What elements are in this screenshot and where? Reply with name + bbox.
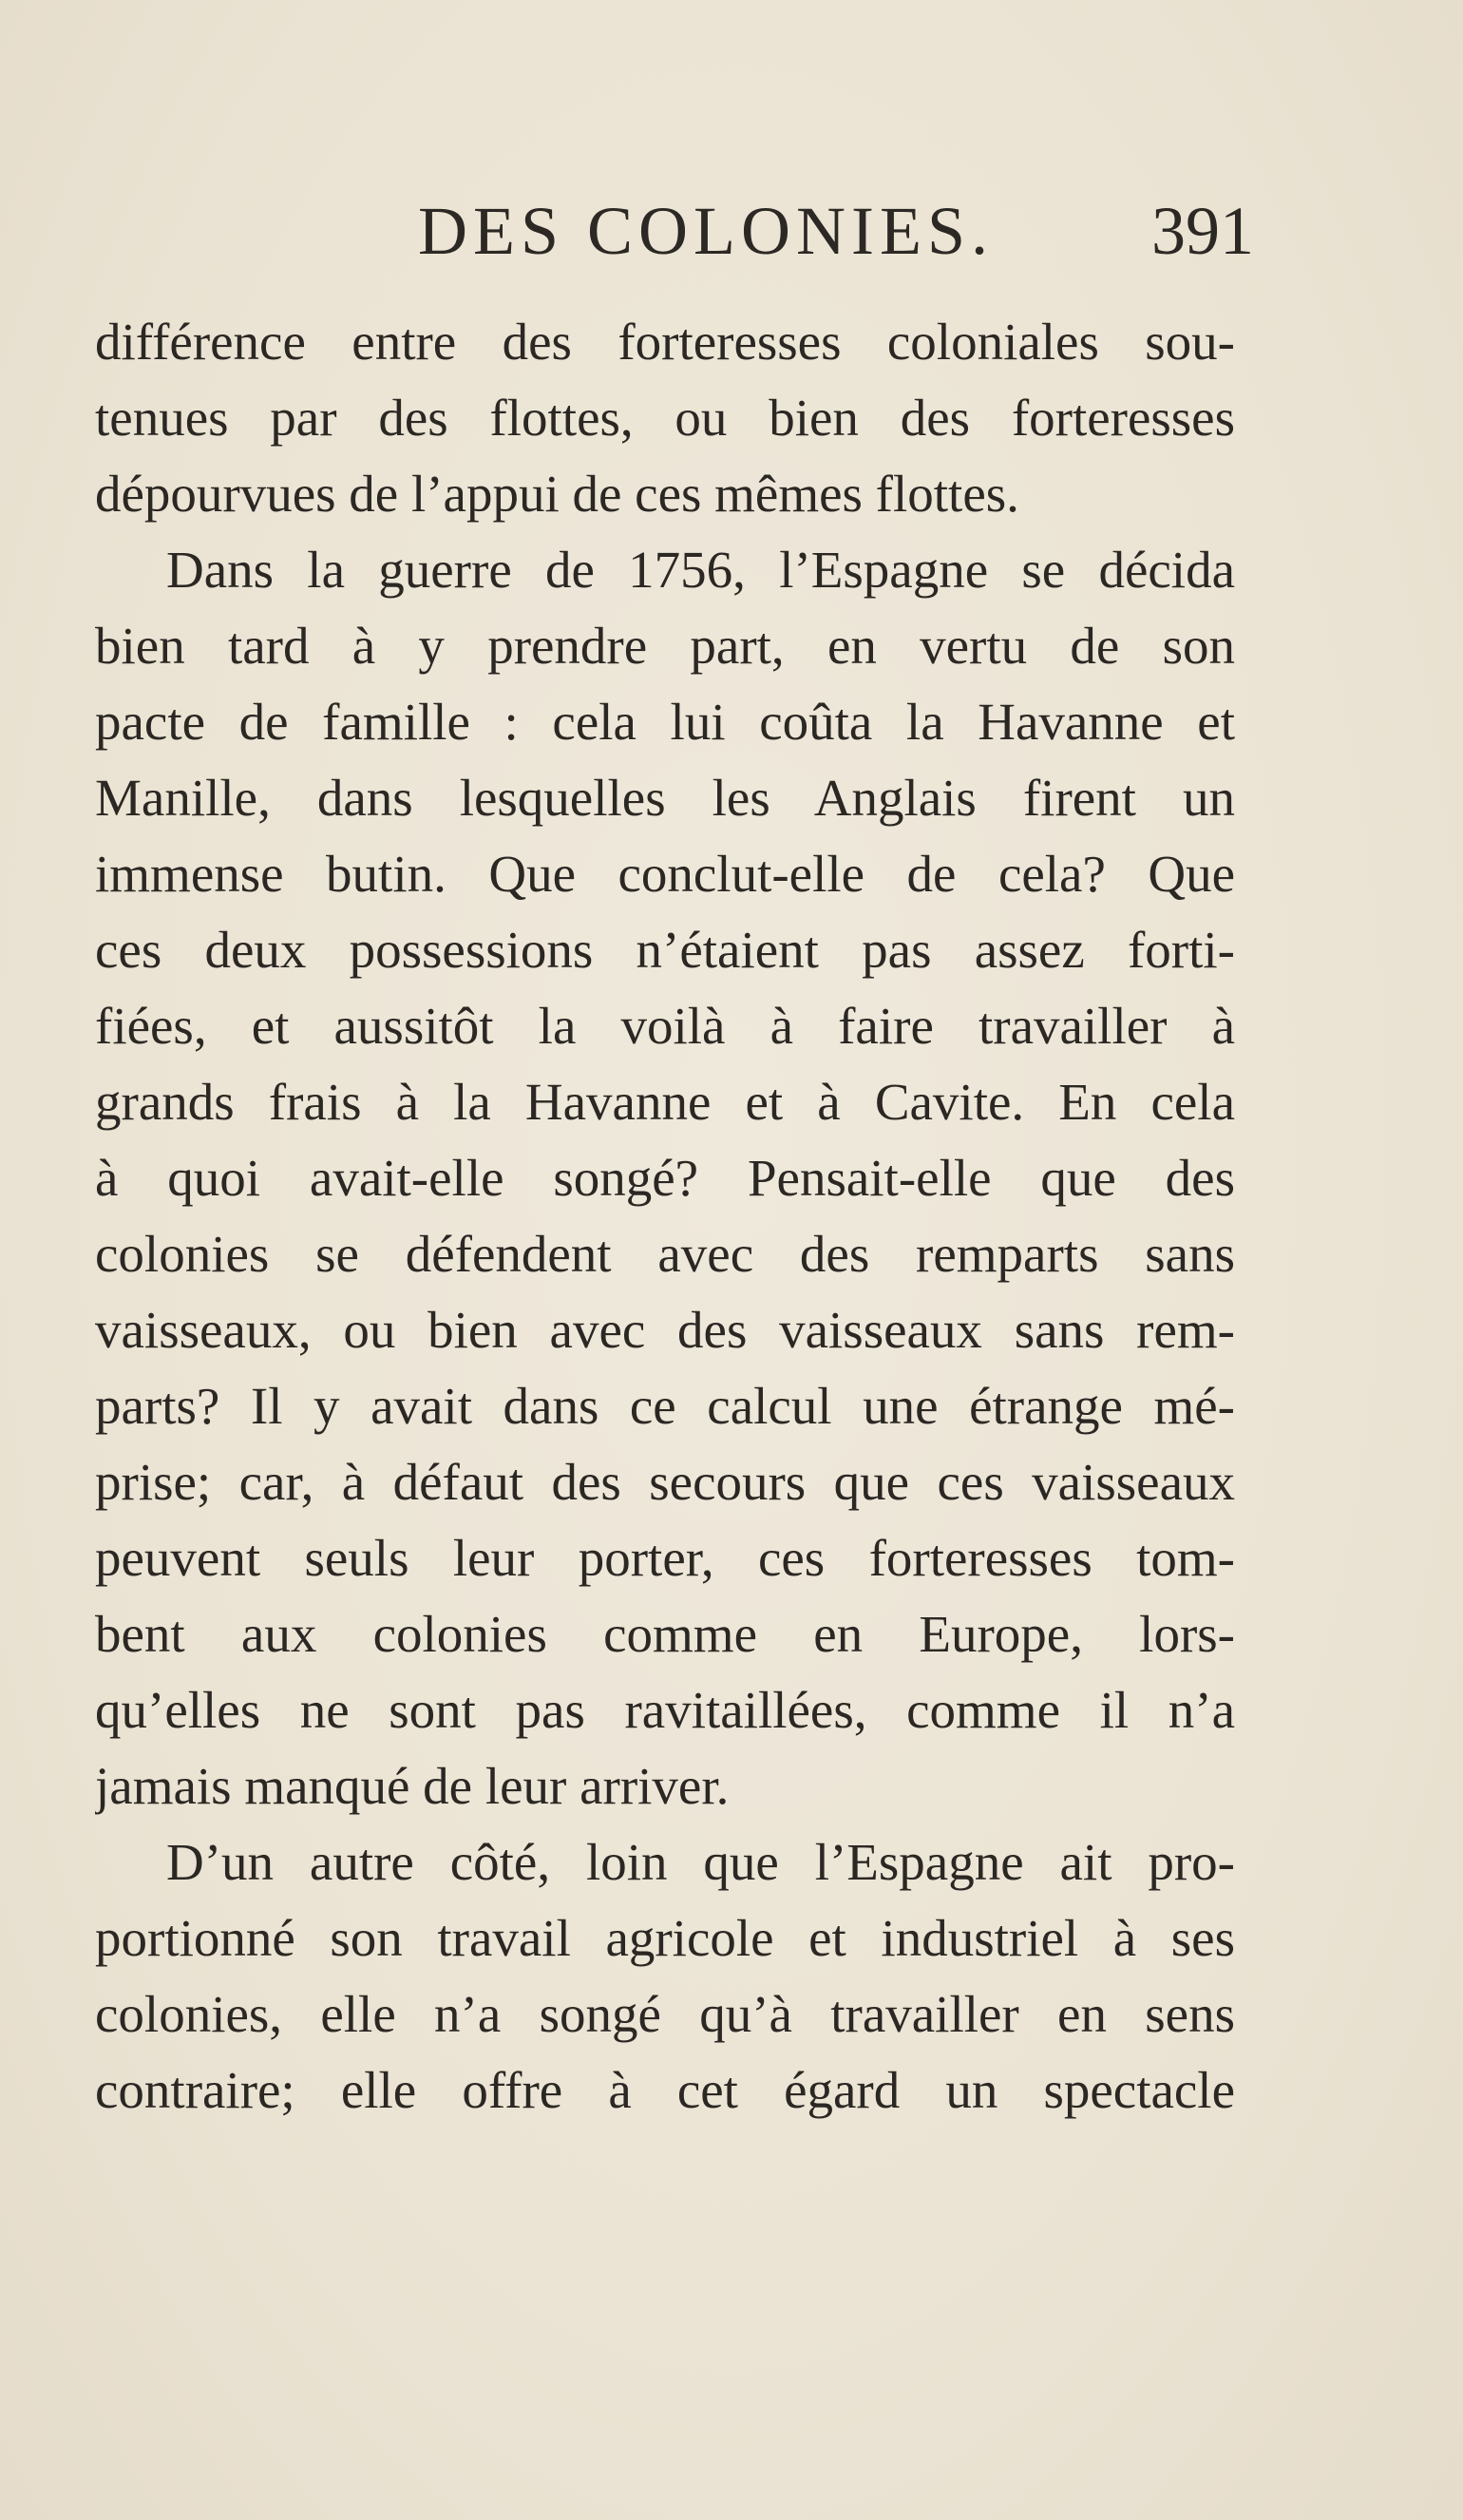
text-line: immense butin. Que conclut-elle de cela? Que xyxy=(95,845,1235,903)
text-line: parts? Il y avait dans ce calcul une étrange mé- xyxy=(95,1377,1235,1435)
text-line: portionné son travail agricole et industriel à ses xyxy=(95,1909,1235,1967)
text-line: colonies, elle n’a songé qu’à travailler en sens xyxy=(95,1985,1235,2043)
text-line: bien tard à y prendre part, en vertu de son xyxy=(95,617,1235,675)
text-line: différence entre des forteresses coloniales sou- xyxy=(95,313,1235,371)
page-header xyxy=(418,188,1254,274)
text-line: qu’elles ne sont pas ravitaillées, comme il n’a xyxy=(95,1681,1235,1739)
text-line: fiées, et aussitôt la voilà à faire travailler à xyxy=(95,997,1235,1055)
text-line: dépourvues de l’appui de ces mêmes flottes. xyxy=(95,465,1019,523)
text-line: grands frais à la Havanne et à Cavite. En cela xyxy=(95,1073,1235,1131)
text-line: D’un autre côté, loin que l’Espagne ait pro- xyxy=(166,1833,1235,1891)
text-line: tenues par des flottes, ou bien des forteresses xyxy=(95,389,1235,447)
page-number: 391 xyxy=(1151,193,1254,269)
text-line: prise; car, à défaut des secours que ces vaisseaux xyxy=(95,1453,1235,1511)
text-line: bent aux colonies comme en Europe, lors- xyxy=(95,1605,1235,1663)
text-line: pacte de famille : cela lui coûta la Havanne et xyxy=(95,693,1235,751)
text-line: jamais manqué de leur arriver. xyxy=(95,1757,730,1815)
body-text xyxy=(95,304,1235,2129)
text-line: vaisseaux, ou bien avec des vaisseaux sans rem- xyxy=(95,1301,1235,1359)
running-title: DES COLONIES. xyxy=(418,193,995,269)
text-line: colonies se défendent avec des remparts sans xyxy=(95,1225,1235,1283)
text-line: peuvent seuls leur porter, ces forteresses tom- xyxy=(95,1529,1235,1587)
text-line: Dans la guerre de 1756, l’Espagne se décida xyxy=(166,541,1235,599)
text-line: contraire; elle offre à cet égard un spectacle xyxy=(95,2061,1235,2119)
text-line: à quoi avait-elle songé? Pensait-elle que des xyxy=(95,1149,1235,1207)
text-line: ces deux possessions n’étaient pas assez forti- xyxy=(95,921,1235,979)
text-line: Manille, dans lesquelles les Anglais firent un xyxy=(95,769,1235,827)
